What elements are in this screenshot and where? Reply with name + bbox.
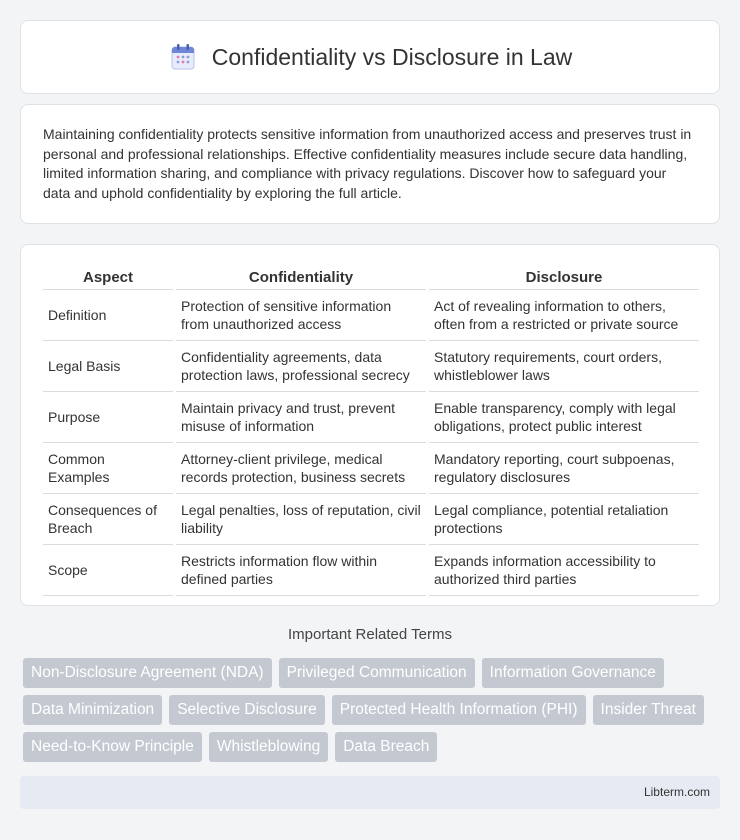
term-tag[interactable]: Data Breach: [335, 732, 437, 762]
table-cell: Maintain privacy and trust, prevent misuse of information: [176, 392, 426, 443]
table-cell: Legal compliance, potential retaliation protections: [429, 494, 699, 545]
column-header-confidentiality: Confidentiality: [176, 265, 426, 290]
comparison-table: [40, 265, 702, 596]
table-row: [43, 392, 699, 443]
intro-text: Maintaining confidentiality protects sensitive information from unauthorized access and preserves trust in personal and professional relationships. Effective confidentiality measures include secure data handling, limited information sharing, and compliance with privacy regulations. Discover how to safeguard your data and uphold confidentiality by exploring the full article.: [43, 126, 692, 201]
term-tag[interactable]: Data Minimization: [23, 695, 162, 725]
table-cell: Mandatory reporting, court subpoenas, regulatory disclosures: [429, 443, 699, 494]
table-cell: Definition: [43, 290, 173, 341]
table-cell: Statutory requirements, court orders, whistleblower laws: [429, 341, 699, 392]
table-cell: Legal penalties, loss of reputation, civil liability: [176, 494, 426, 545]
table-cell: Attorney-client privilege, medical records protection, business secrets: [176, 443, 426, 494]
table-row: [43, 545, 699, 596]
footer-site-link[interactable]: Libterm.com: [643, 785, 710, 799]
table-header-row: [43, 265, 699, 290]
table-row: [43, 341, 699, 392]
page-title: Confidentiality vs Disclosure in Law: [211, 43, 573, 70]
title-card: [20, 20, 720, 94]
table-cell: Purpose: [43, 392, 173, 443]
document-icon: [168, 42, 198, 72]
intro-card: [20, 104, 720, 224]
table-cell: Confidentiality agreements, data protection laws, professional secrecy: [176, 341, 426, 392]
related-terms-heading: Important Related Terms: [288, 626, 452, 643]
term-tag[interactable]: Whistleblowing: [209, 732, 328, 762]
table-row: [43, 290, 699, 341]
table-row: [43, 443, 699, 494]
table-cell: Scope: [43, 545, 173, 596]
term-tag[interactable]: Privileged Communication: [279, 658, 475, 688]
table-cell: Restricts information flow within defined parties: [176, 545, 426, 596]
term-tag[interactable]: Non-Disclosure Agreement (NDA): [23, 658, 272, 688]
term-tag[interactable]: Insider Threat: [593, 695, 704, 725]
table-cell: Common Examples: [43, 443, 173, 494]
table-cell: Expands information accessibility to authorized third parties: [429, 545, 699, 596]
footer: [20, 776, 720, 809]
term-tag[interactable]: Need-to-Know Principle: [23, 732, 202, 762]
column-header-aspect: Aspect: [43, 265, 173, 290]
table-cell: Enable transparency, comply with legal obligations, protect public interest: [429, 392, 699, 443]
related-terms-list: [23, 658, 723, 762]
comparison-card: [20, 244, 720, 606]
table-row: [43, 494, 699, 545]
table-cell: Protection of sensitive information from unauthorized access: [176, 290, 426, 341]
table-cell: Consequences of Breach: [43, 494, 173, 545]
table-cell: Legal Basis: [43, 341, 173, 392]
column-header-disclosure: Disclosure: [429, 265, 699, 290]
term-tag[interactable]: Selective Disclosure: [169, 695, 325, 725]
term-tag[interactable]: Information Governance: [482, 658, 664, 688]
table-cell: Act of revealing information to others, often from a restricted or private source: [429, 290, 699, 341]
term-tag[interactable]: Protected Health Information (PHI): [332, 695, 586, 725]
